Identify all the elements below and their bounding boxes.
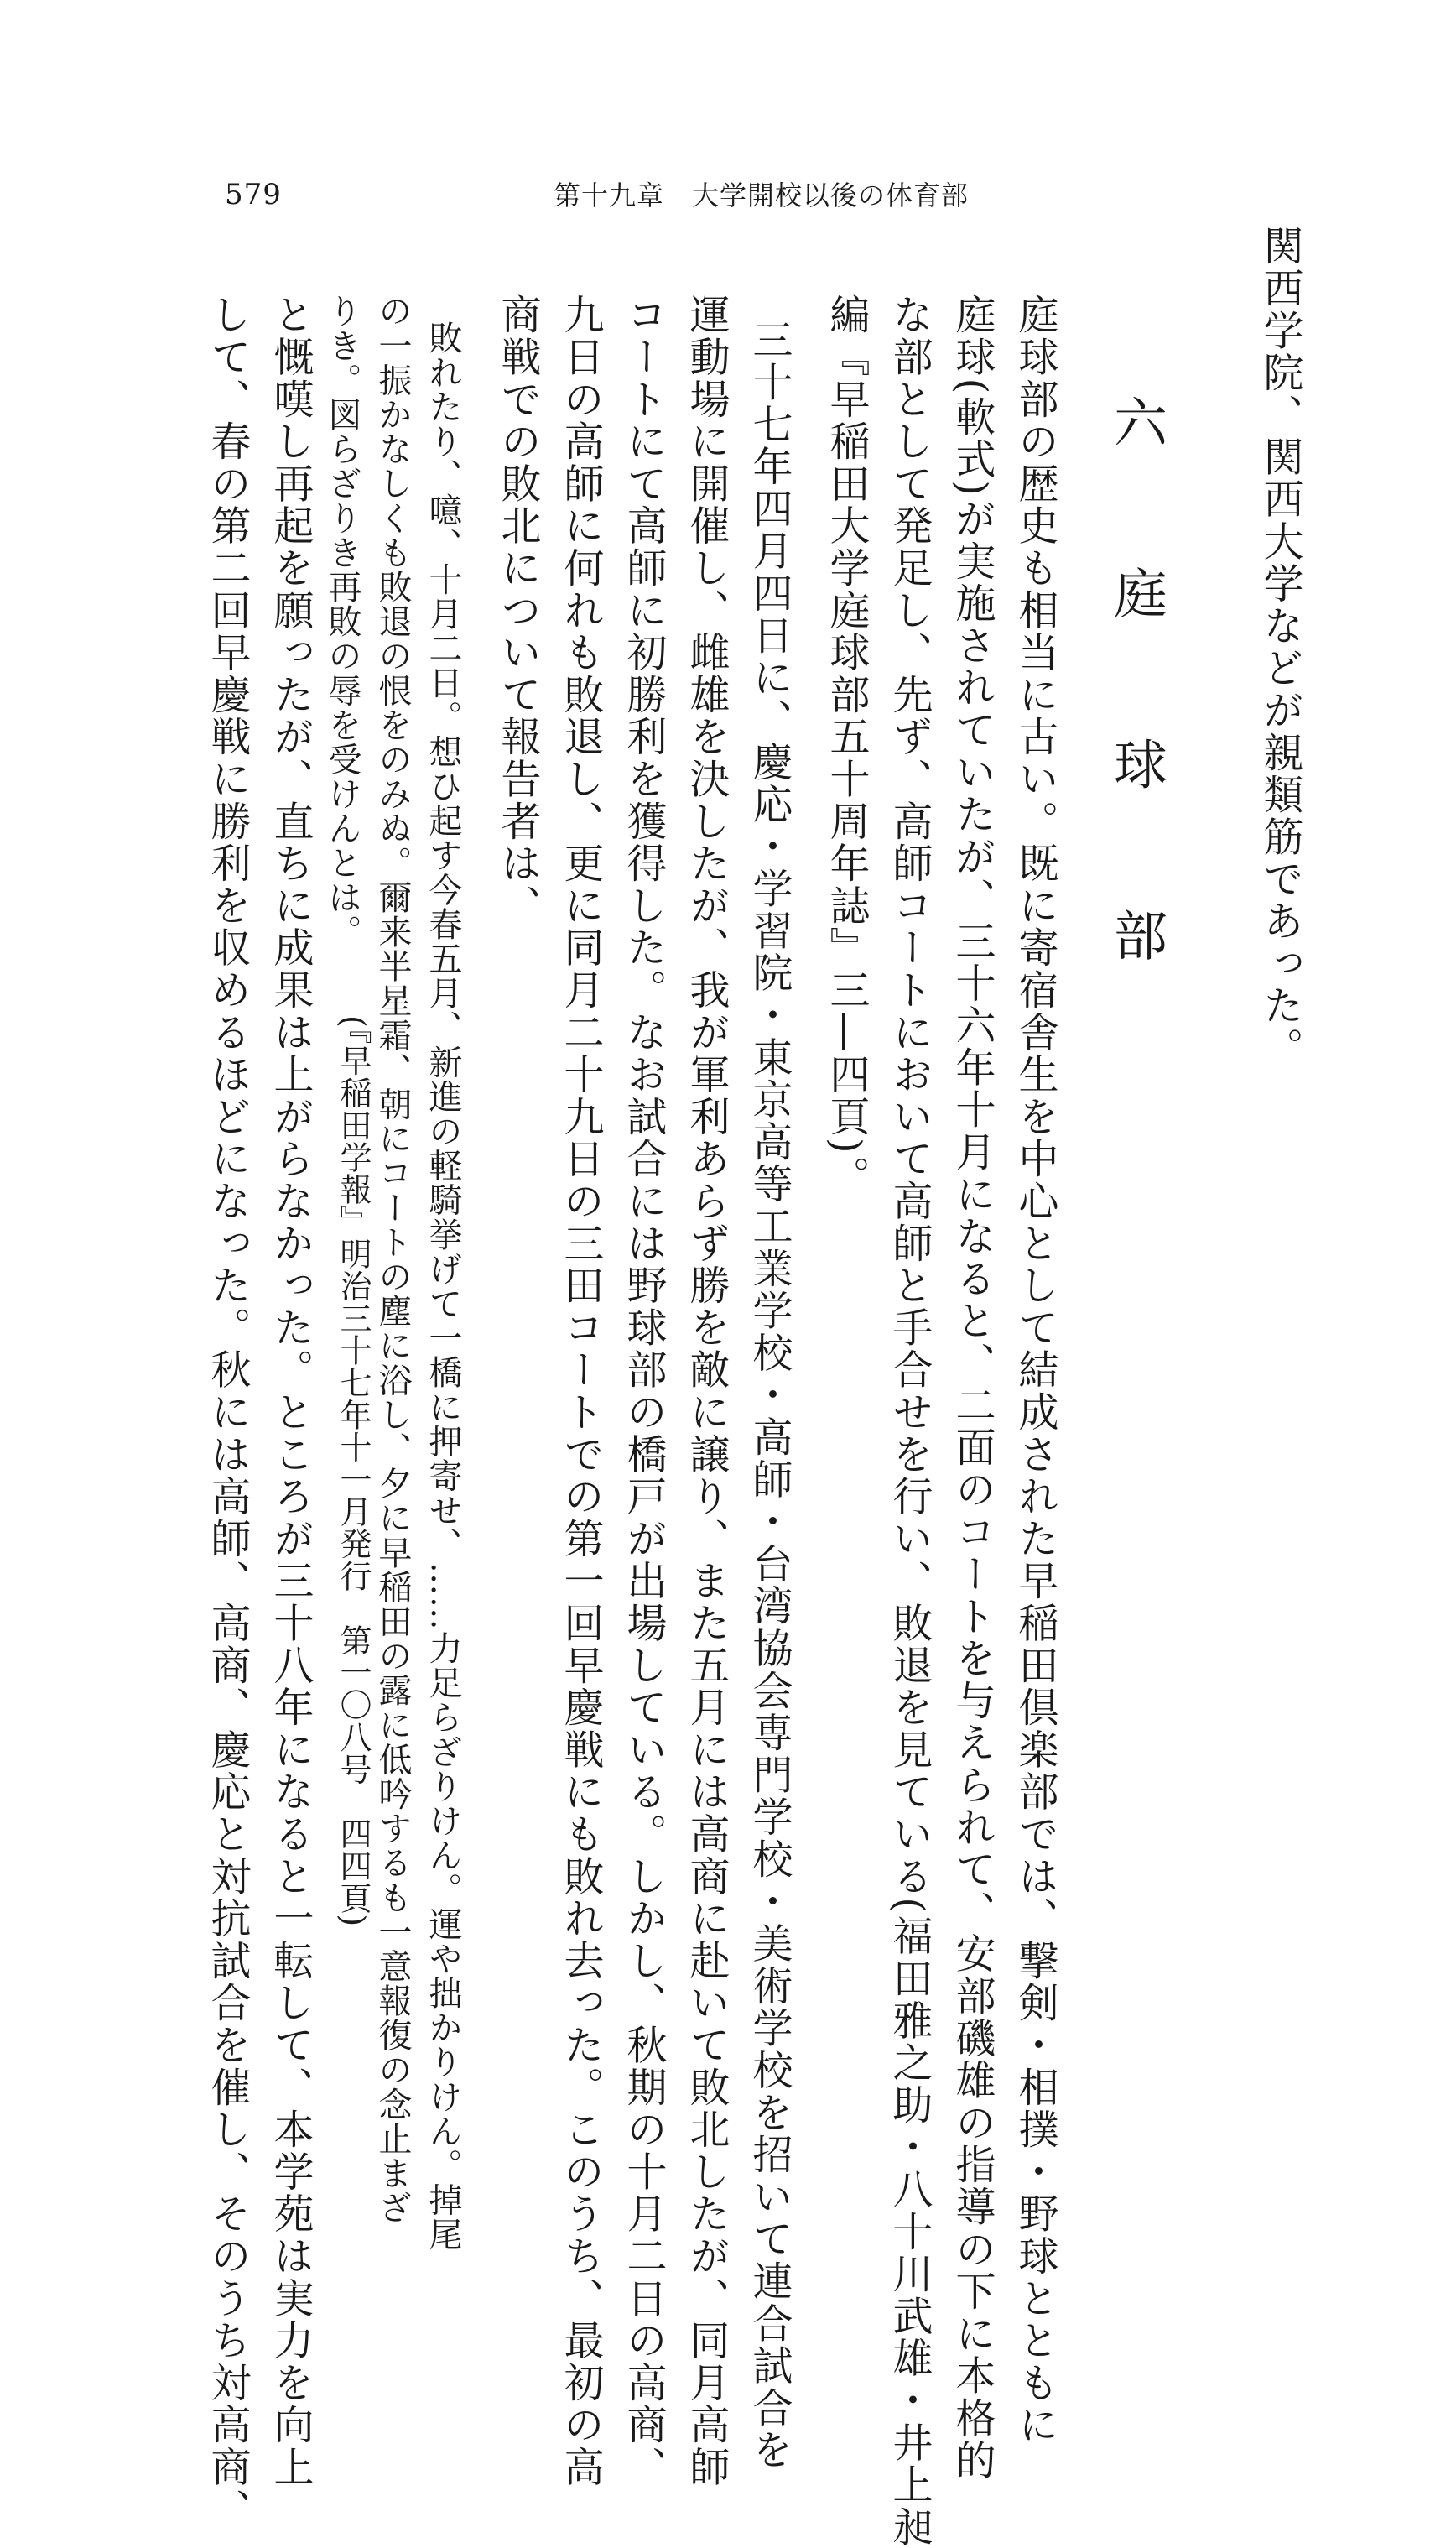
- text-column: 編『早稲田大学庭球部五十周年誌』三—四頁)。: [823, 294, 870, 1198]
- text-column: 庭球部の歴史も相当に古い。既に寄宿舎生を中心として結成された早稲田倶楽部では、撃剣・相撲・野球とともに: [1011, 294, 1058, 2446]
- text-column: して、春の第二回早慶戦に勝利を収めるほどになった。秋には高師、高商、慶応と対抗試合を催し、そのうち対高商、: [204, 294, 251, 2530]
- text-column: 商戦での敗北について報告者は、: [494, 294, 541, 927]
- citation: (『早稲田学報』明治三十七年十一月発行 第一〇八号 四四頁): [335, 1015, 372, 1927]
- text-column: 運動場に開催し、雌雄を決したが、我が軍利あらず勝を敵に譲り、また五月には高商に赴いて敗北したが、同月高師: [683, 294, 730, 2488]
- text-column: 九日の高師に何れも敗退し、更に同月二十九日の三田コートでの第一回早慶戦にも敗れ去った。このうち、最初の高: [557, 294, 604, 2488]
- section-title: 六 庭 球 部: [1105, 394, 1167, 993]
- running-header: 第十九章 大学開校以後の体育部: [554, 180, 970, 211]
- page-number: 579: [225, 178, 282, 211]
- text-column: 関西学院、関西大学などが親類筋であった。: [1256, 225, 1303, 1069]
- text-column: 三十七年四月四日に、慶応・学習院・東京高等工業学校・高師・台湾協会専門学校・美術学校を招いて連合試合を: [746, 319, 793, 2472]
- text-column: コートにて高師に初勝利を獲得した。なお試合には野球部の橋戸が出場している。しかし、秋期の十月二日の高商、: [620, 294, 667, 2488]
- quote-column: 敗れたり、噫、十月二日。想ひ起す今春五月、新進の軽騎挙げて一橋に押寄せ、……力足らざりけん。運や拙かりけん。掉尾: [424, 320, 462, 2252]
- text-column: な部として発足し、先ず、高師コートにおいて高師と手合せを行い、敗退を見ている(福田雅之助・八十川武雄・井上昶: [886, 294, 933, 2548]
- text-column: と慨嘆し再起を願ったが、直ちに成果は上がらなかった。ところが三十八年になると一転して、本学苑は実力を向上: [267, 294, 314, 2488]
- text-column: 庭球(軟式)が実施されていたが、三十六年十月になると、二面のコートを与えられて、安部磯雄の指導の下に本格的: [949, 294, 996, 2482]
- quote-column: の一振かなしくも敗退の恨をのみぬ。爾来半星霜、朝にコートの塵に浴し、夕に早稲田の露に低吟するも一意報復の念止まざ: [373, 294, 412, 2225]
- quote-column: りき。図らざりき再敗の辱を受けんとは。: [323, 294, 361, 949]
